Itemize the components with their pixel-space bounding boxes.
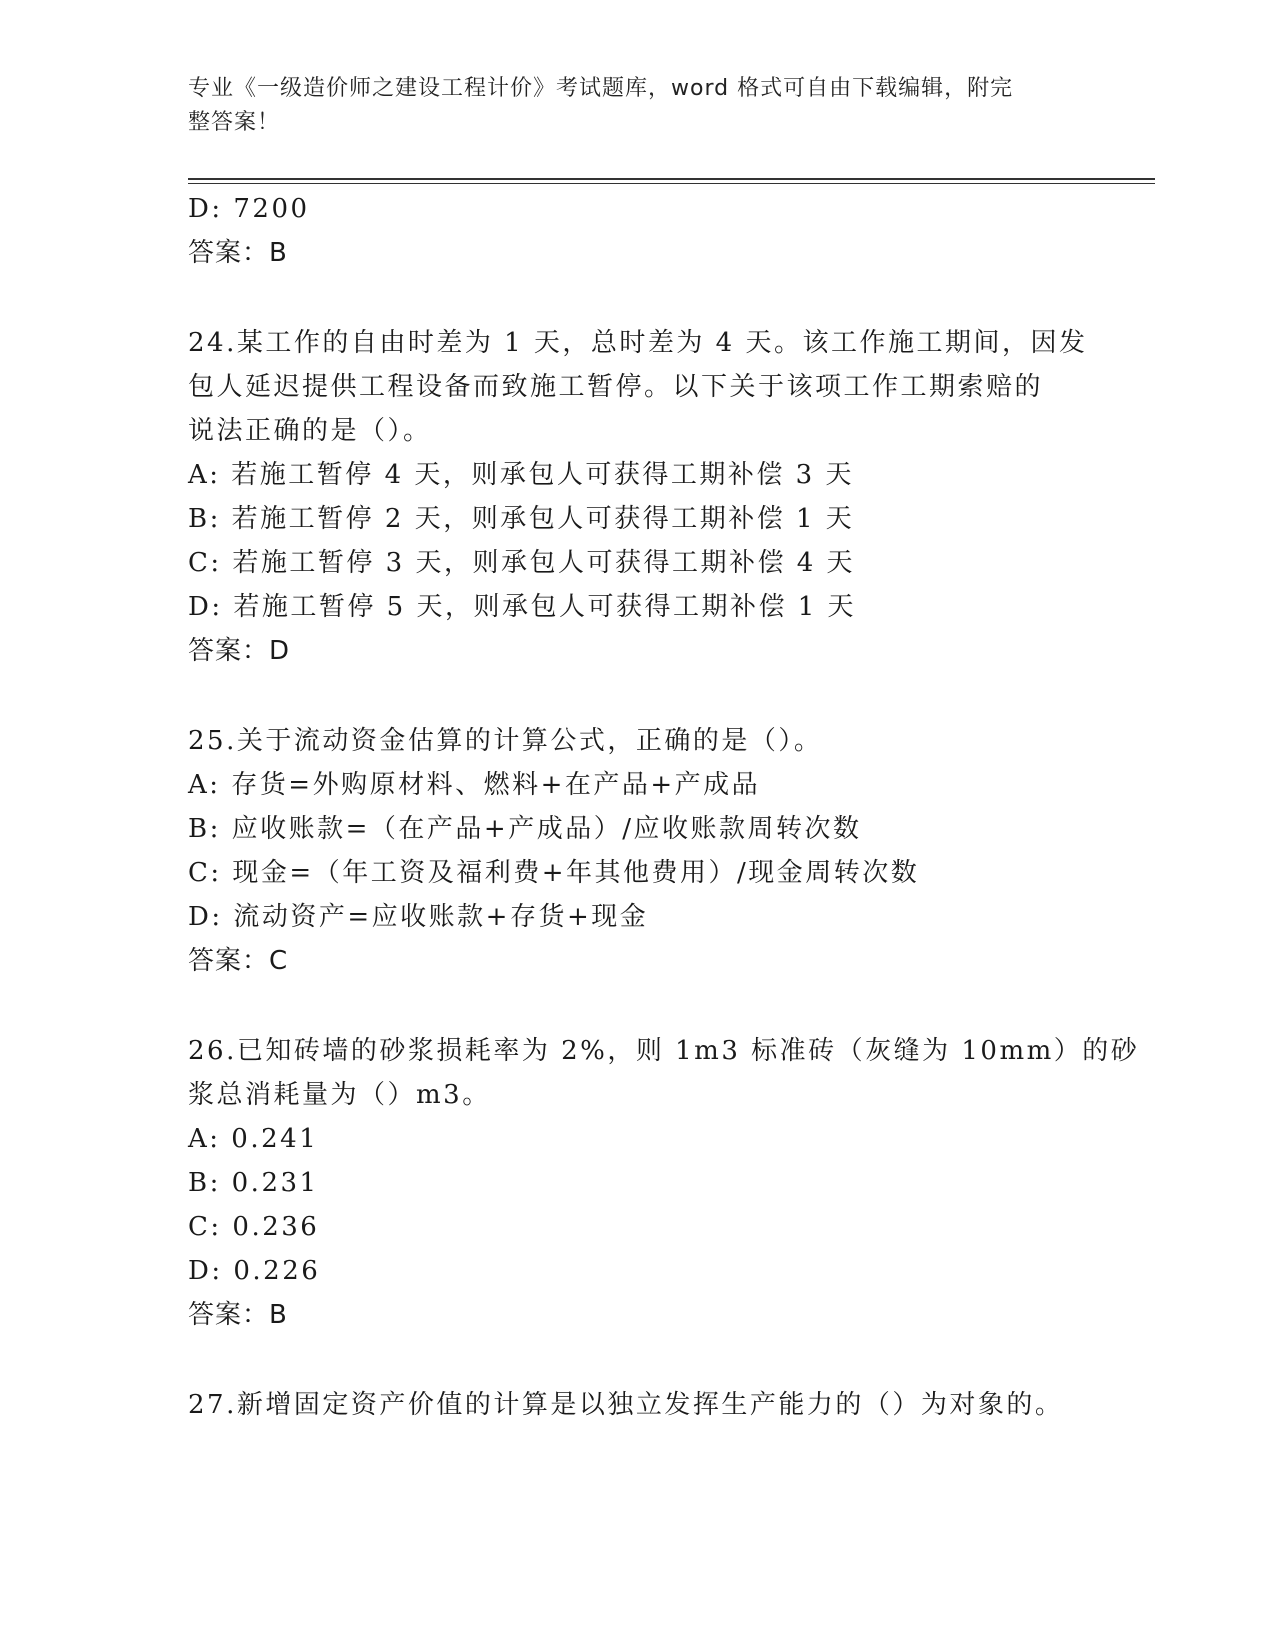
header-line-2: 整答案！ <box>188 110 281 135</box>
q27-stem-line-1: 27.新增固定资产价值的计算是以独立发挥生产能力的（）为对象的。 <box>188 1390 1064 1420</box>
header-line-1: 专业《一级造价师之建设工程计价》考试题库，word 格式可自由下载编辑，附完 <box>188 76 1014 101</box>
header-divider-thin <box>188 183 1155 184</box>
q25-option-c: C: 现金=（年工资及福利费+年其他费用）/现金周转次数 <box>188 858 920 888</box>
q26-option-d: D: 0.226 <box>188 1256 321 1286</box>
prev-option-d: D: 7200 <box>188 194 310 224</box>
q25-answer: 答案：C <box>188 946 289 976</box>
header-divider-thick <box>188 178 1155 180</box>
q24-option-c: C: 若施工暂停 3 天，则承包人可获得工期补偿 4 天 <box>188 548 856 578</box>
page-header <box>188 72 1088 140</box>
prev-answer: 答案：B <box>188 238 288 268</box>
q24-option-a: A: 若施工暂停 4 天，则承包人可获得工期补偿 3 天 <box>188 460 854 490</box>
q25-option-d: D: 流动资产=应收账款+存货+现金 <box>188 902 649 932</box>
q24-stem-line-1: 24.某工作的自由时差为 1 天，总时差为 4 天。该工作施工期间，因发 <box>188 328 1088 358</box>
q24-option-b: B: 若施工暂停 2 天，则承包人可获得工期补偿 1 天 <box>188 504 855 534</box>
q26-stem-line-2: 浆总消耗量为（）m3。 <box>188 1080 491 1110</box>
q24-answer: 答案：D <box>188 636 291 666</box>
q26-answer: 答案：B <box>188 1300 288 1330</box>
q26-option-c: C: 0.236 <box>188 1212 320 1242</box>
q24-stem-line-2: 包人延迟提供工程设备而致施工暂停。以下关于该项工作工期索赔的 <box>188 372 1044 402</box>
q26-option-b: B: 0.231 <box>188 1168 319 1198</box>
q25-option-b: B: 应收账款=（在产品+产成品）/应收账款周转次数 <box>188 814 862 844</box>
q26-stem-line-1: 26.已知砖墙的砂浆损耗率为 2%，则 1m3 标准砖（灰缝为 10mm）的砂 <box>188 1036 1140 1066</box>
q24-option-d: D: 若施工暂停 5 天，则承包人可获得工期补偿 1 天 <box>188 592 857 622</box>
q24-stem-line-3: 说法正确的是（）。 <box>188 416 432 446</box>
q25-stem-line-1: 25.关于流动资金估算的计算公式，正确的是（）。 <box>188 726 823 756</box>
q26-option-a: A: 0.241 <box>188 1124 319 1154</box>
q25-option-a: A: 存货=外购原材料、燃料+在产品+产成品 <box>188 770 761 800</box>
